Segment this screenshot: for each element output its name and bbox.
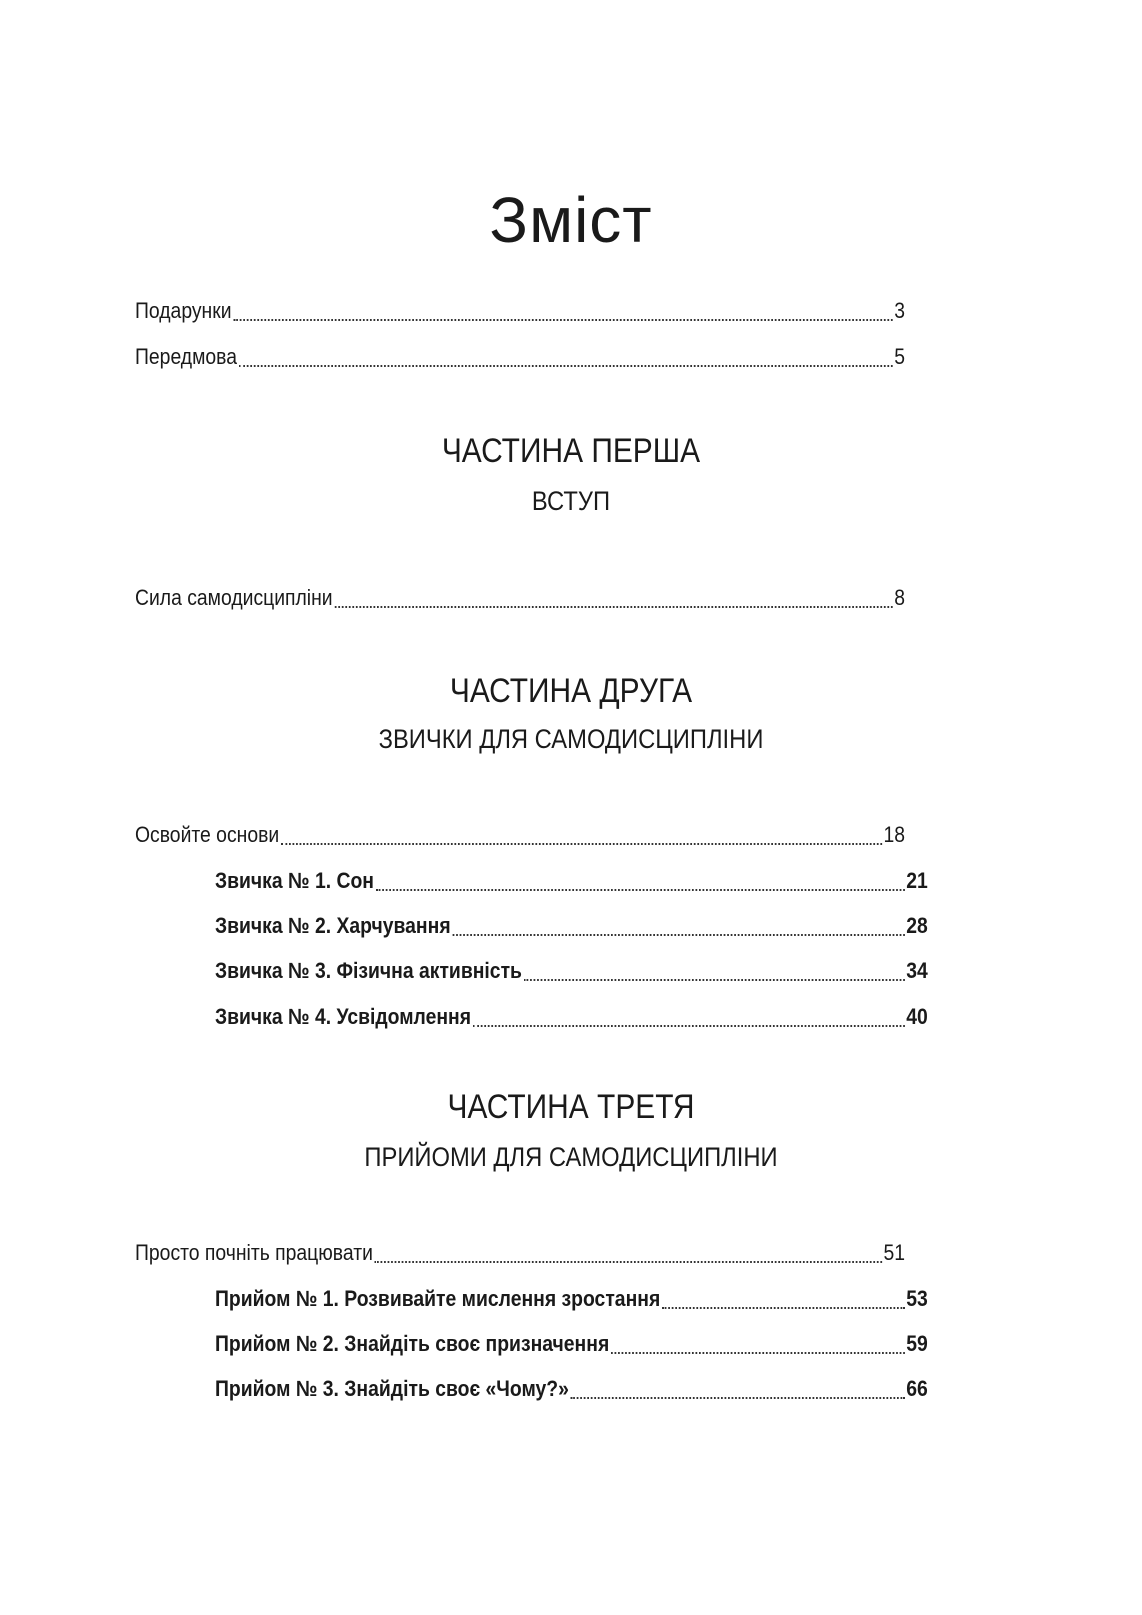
dot-leader [281,843,882,845]
toc-subentry[interactable] [215,1286,928,1316]
toc-entry-page: 21 [906,868,928,893]
toc-entry-label: Прийом № 3. Знайдіть своє «Чому?» [215,1376,569,1401]
toc-entry[interactable] [135,344,905,374]
toc-entry-label: Звичка № 4. Усвідомлення [215,1004,472,1029]
part-heading: ЧАСТИНА ТРЕТЯ [447,1088,695,1126]
dot-leader [473,1025,905,1027]
toc-entry-label: Освойте основи [135,822,280,847]
part-subheading: ЗВИЧКИ ДЛЯ САМОДИСЦИПЛІНИ [378,724,764,754]
dot-leader [611,1352,904,1354]
dot-leader [376,889,905,891]
dot-leader [375,1261,882,1263]
toc-entry-page: 34 [906,958,928,983]
part-heading: ЧАСТИНА ДРУГА [449,672,693,710]
dot-leader [452,934,904,936]
toc-entry-page: 18 [883,822,905,847]
dot-leader [233,319,892,321]
toc-entry-page: 59 [906,1331,928,1356]
toc-entry-label: Подарунки [135,298,232,323]
toc-entry-label: Просто почніть працювати [135,1240,373,1265]
toc-subentry[interactable] [215,1331,928,1361]
toc-entry-page: 66 [906,1376,928,1401]
part-heading: ЧАСТИНА ПЕРША [441,432,701,470]
toc-entry-label: Звичка № 1. Сон [215,868,375,893]
toc-entry-label: Звичка № 2. Харчування [215,913,451,938]
dot-leader [571,1397,905,1399]
toc-subentry[interactable] [215,958,928,988]
toc-subentry[interactable] [215,1004,928,1034]
dot-leader [524,979,905,981]
page-title: Зміст [489,183,653,256]
toc-entry-label: Звичка № 3. Фізична активність [215,958,522,983]
toc-entry-label: Передмова [135,344,238,369]
toc-entry-page: 8 [894,585,905,610]
toc-entry-label: Сила самодисципліни [135,585,333,610]
toc-subentry[interactable] [215,868,928,898]
dot-leader [334,606,892,608]
toc-entry-page: 53 [906,1286,928,1311]
toc-entry-page: 40 [906,1004,928,1029]
toc-entry-page: 51 [883,1240,905,1265]
part-subheading: ПРИЙОМИ ДЛЯ САМОДИСЦИПЛІНИ [364,1142,778,1172]
dot-leader [662,1307,904,1309]
toc-entry-page: 3 [894,298,905,323]
toc-entry-label: Прийом № 2. Знайдіть своє призначення [215,1331,610,1356]
part-subheading: ВСТУП [531,486,611,516]
toc-entry[interactable] [135,822,905,852]
dot-leader [239,365,893,367]
toc-entry[interactable] [135,1240,905,1270]
toc-entry-page: 5 [894,344,905,369]
toc-entry[interactable] [135,585,905,615]
toc-subentry[interactable] [215,1376,928,1406]
toc-entry-page: 28 [906,913,928,938]
toc-entry[interactable] [135,298,905,328]
toc-entry-label: Прийом № 1. Розвивайте мислення зростання [215,1286,661,1311]
toc-subentry[interactable] [215,913,928,943]
